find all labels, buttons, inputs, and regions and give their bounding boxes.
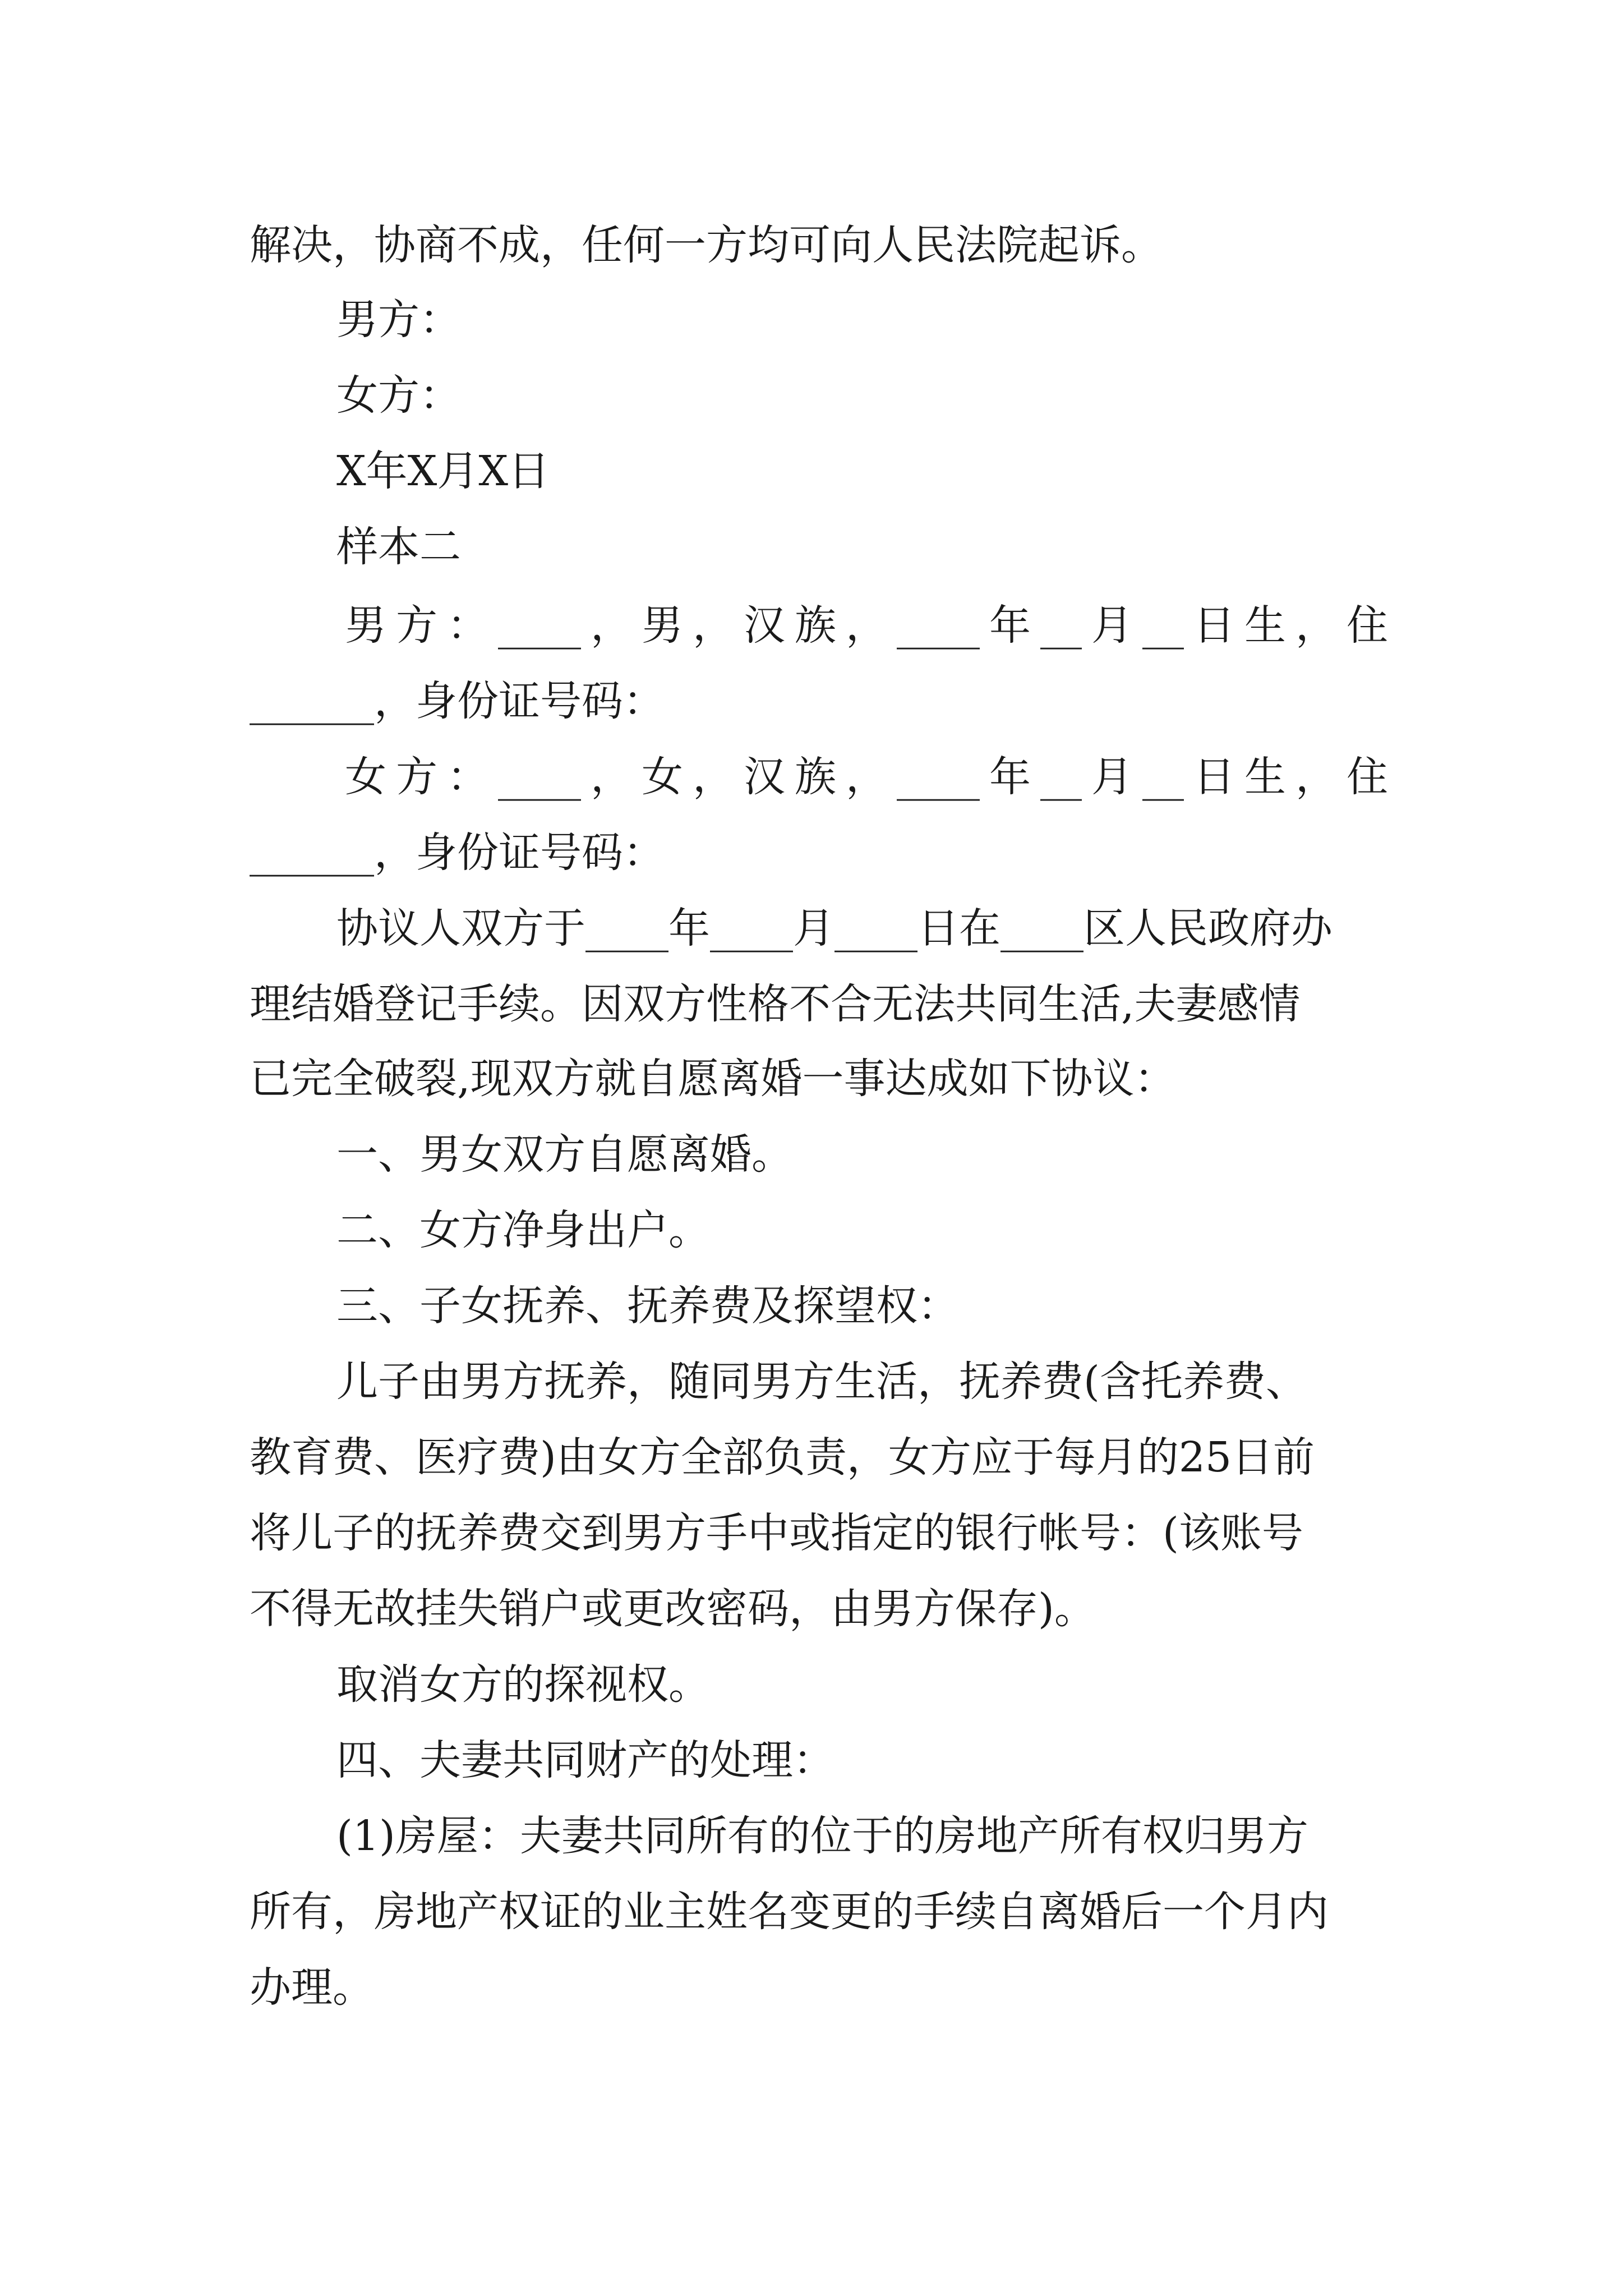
- text-line: 女方：____，女，汉族，____年__月__日生，住: [345, 753, 1388, 801]
- text-line: ______，身份证号码：: [250, 829, 665, 877]
- date-line: X年X月X日: [336, 447, 550, 495]
- text-line: 男方：: [336, 296, 461, 344]
- text-line: 儿子由男方抚养，随同男方生活，抚养费(含托养费、: [336, 1358, 1307, 1406]
- text-line: 已完全破裂,现双方就自愿离婚一事达成如下协议：: [250, 1055, 1176, 1103]
- section-heading: 样本二: [336, 523, 461, 571]
- list-item: 二、女方净身出户。: [336, 1206, 710, 1254]
- text-line: 取消女方的探视权。: [336, 1660, 710, 1709]
- text-line: 协议人双方于____年____月____日在____区人民政府办: [336, 904, 1332, 953]
- text-line: 所有，房地产权证的业主姓名变更的手续自离婚后一个月内: [250, 1888, 1329, 1936]
- text-line: 解决，协商不成，任何一方均可向人民法院起诉。: [250, 221, 1163, 269]
- text-line: 办理。: [250, 1963, 374, 2012]
- text-line: 理结婚登记手续。因双方性格不合无法共同生活,夫妻感情: [250, 980, 1301, 1028]
- text-line: (1)房屋：夫妻共同所有的位于的房地产所有权归男方: [336, 1812, 1308, 1860]
- list-item: 一、男女双方自愿离婚。: [336, 1130, 793, 1179]
- text-line: 女方：: [336, 371, 461, 420]
- text-line: 男方：____，男，汉族，____年__月__日生，住: [345, 601, 1388, 650]
- text-line: ______，身份证号码：: [250, 677, 665, 725]
- text-line: 不得无故挂失销户或更改密码，由男方保存)。: [250, 1585, 1096, 1633]
- text-line: 教育费、医疗费)由女方全部负责，女方应于每月的25日前: [250, 1433, 1315, 1481]
- text-line: 将儿子的抚养费交到男方手中或指定的银行帐号：(该账号: [250, 1509, 1303, 1557]
- list-item: 三、子女抚养、抚养费及探望权：: [336, 1282, 959, 1330]
- list-item: 四、夫妻共同财产的处理：: [336, 1736, 834, 1784]
